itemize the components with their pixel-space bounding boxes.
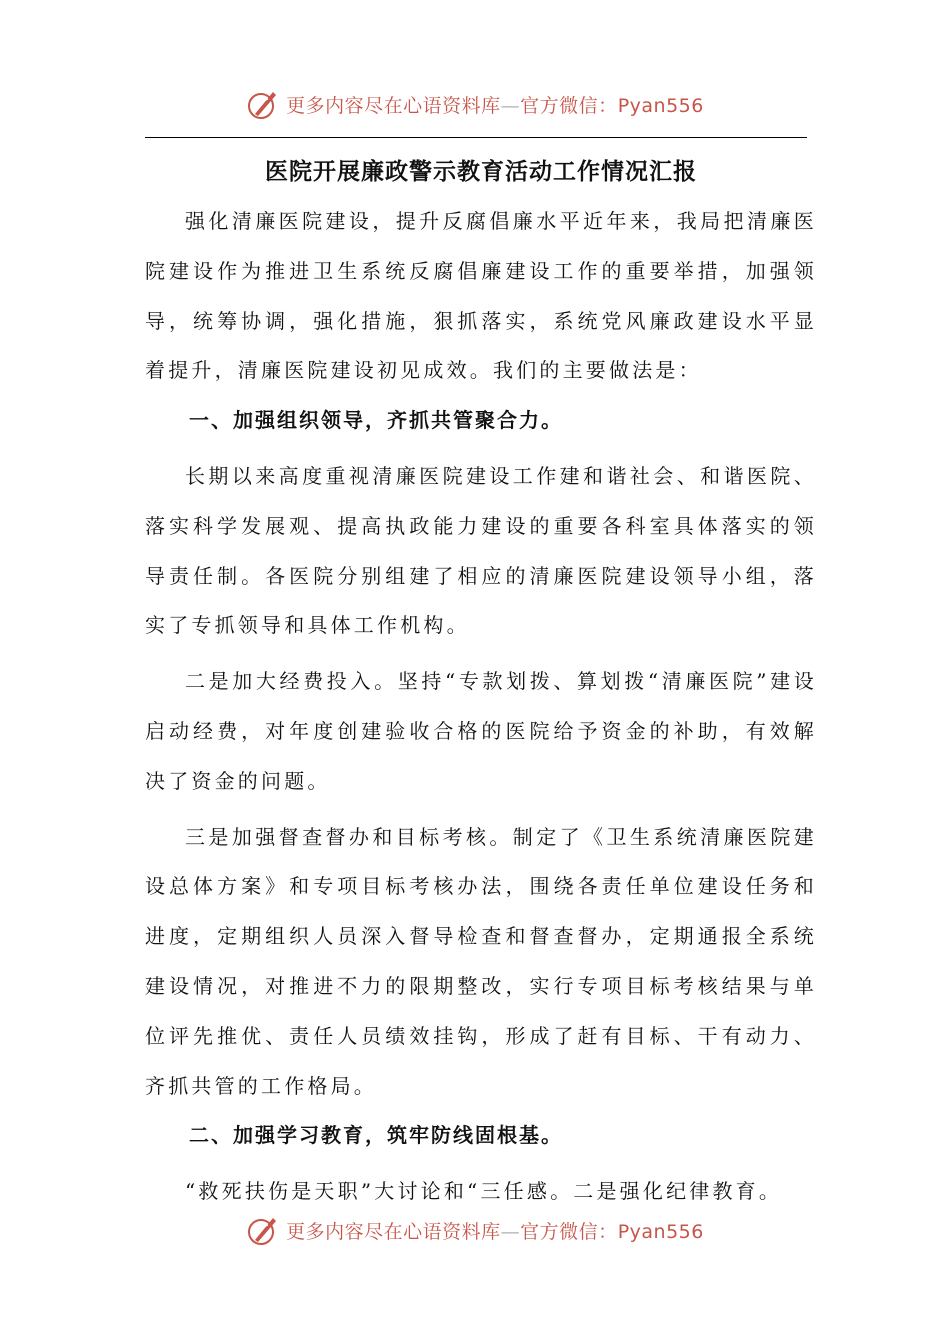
header-watermark [0,84,950,124]
watermark-suffix-label: 官方微信： [520,94,618,117]
paragraph-education: “救死扶伤是天职”大讨论和“三任感。二是强化纪律教育。 [185,1179,783,1204]
watermark-wechat-id: Pyan556 [617,94,704,117]
watermark-wechat-id: Pyan556 [617,1220,704,1243]
watermark-dash: — [500,1220,521,1243]
section-heading-1: 一、加强组织领导，齐抓共管聚合力。 [189,408,563,433]
quill-logo-icon [246,87,280,121]
paragraph-supervision: 三是加强督查督办和目标考核。制定了《卫生系统清廉医院建设总体方案》和专项目标考核办法，围绕各责任单位建设任务和进度，定期组织人员深入督导检查和督查督办，定期通报全系统建设情况，对推进不力的限期整改，实行专项目标考核结果与单位评先推优、责任人员绩效挂钩，形成了赶有目标、干有动力、齐抓共管的工作格局。 [145,824,817,1098]
watermark-text: 更多内容尽在心语资料库 [286,94,501,117]
section-heading-2: 二、加强学习教育，筑牢防线固根基。 [189,1123,563,1148]
watermark-dash: — [500,94,521,117]
paragraph-leadership: 长期以来高度重视清廉医院建设工作建和谐社会、和谐医院、落实科学发展观、提高执政能力建设的重要各科室具体落实的领导责任制。各医院分别组建了相应的清廉医院建设领导小组，落实了专抓领导和具体工作机构。 [145,463,817,638]
footer-watermark [0,1210,950,1250]
document-title: 医院开展廉政警示教育活动工作情况汇报 [265,158,697,185]
watermark-suffix-label: 官方微信： [520,1220,618,1243]
paragraph-intro: 强化清廉医院建设，提升反腐倡廉水平近年来，我局把清廉医院建设作为推进卫生系统反腐倡廉建设工作的重要举措，加强领导，统筹协调，强化措施，狠抓落实，系统党风廉政建设水平显着提升，清廉医院建设初见成效。我们的主要做法是： [145,209,817,383]
paragraph-funding: 二是加大经费投入。坚持“专款划拨、算划拨“清廉医院”建设启动经费，对年度创建验收合格的医院给予资金的补助，有效解决了资金的问题。 [145,669,817,793]
watermark-line [286,91,704,118]
header-divider [145,137,807,138]
quill-logo-icon [246,1213,280,1247]
document-body [145,150,817,1217]
watermark-text: 更多内容尽在心语资料库 [286,1220,501,1243]
watermark-line [286,1217,704,1244]
